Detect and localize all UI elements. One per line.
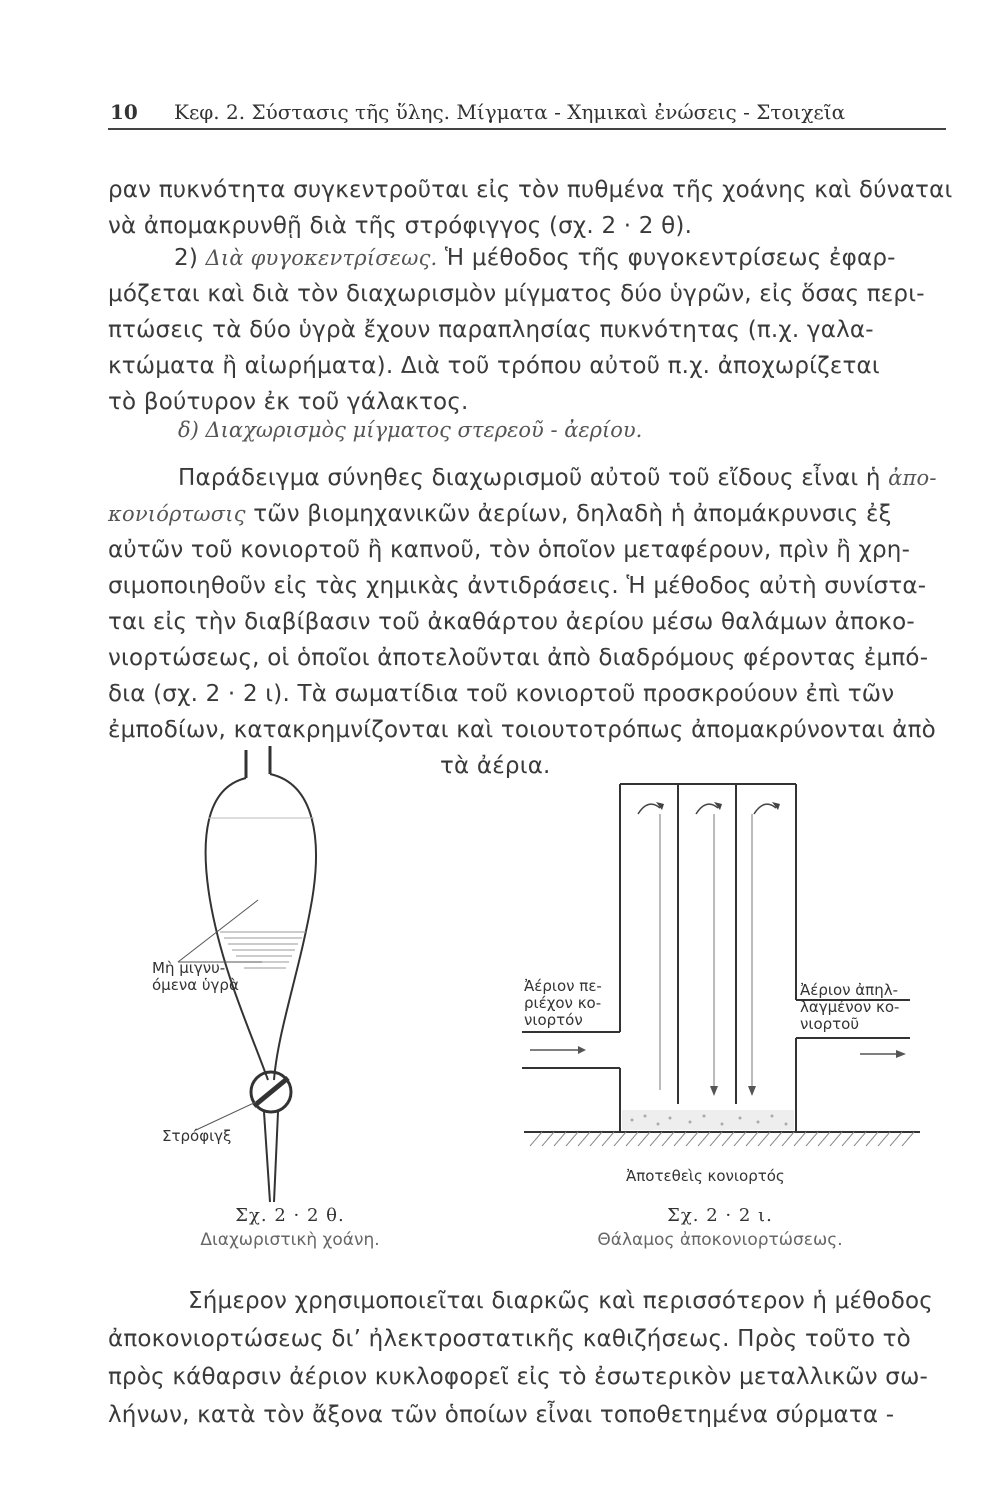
text-line: αὐτῶν τοῦ κονιορτοῦ ἢ καπνοῦ, τὸν ὁποῖον μεταφέρουν, πρὶν ἢ χρη- <box>108 537 911 563</box>
text-line: σιμοποιηθοῦν εἰς τὰς χημικὰς ἀντιδράσεις. Ἡ μέθοδος αὐτὴ συνίστα- <box>108 573 927 599</box>
deposited-dust <box>622 1110 794 1130</box>
figure-number: Σχ. 2 · 2 θ. <box>235 1205 345 1226</box>
text-line: λήνων, κατὰ τὸν ἄξονα τῶν ὁποίων εἶναι τοποθετημένα σύρματα - <box>108 1402 895 1428</box>
text-line <box>108 460 948 496</box>
label-line: Ἀέριον ἀπηλ- <box>800 981 899 999</box>
label-line: όμενα ὑγρὰ <box>152 976 239 994</box>
text-span: Ἡ μέθοδος τῆς φυγοκεντρίσεως ἐφαρ- <box>437 245 896 271</box>
flow-arrow-top-2 <box>696 804 718 814</box>
flow-arrowhead-down-2 <box>748 1086 756 1096</box>
text-line: πτώσεις τὰ δύο ὑγρὰ ἔχουν παραπλησίας πυκνότητας (π.χ. γαλα- <box>108 317 874 343</box>
text-line: νὰ ἀπομακρυνθῇ διὰ τῆς στρόφιγγος (σχ. 2 · 2 θ). <box>108 213 693 239</box>
figure-caption-chamber <box>580 1205 860 1250</box>
label-line: λαγμένον κο- <box>800 998 900 1016</box>
figure-title: Διαχωριστικὴ χοάνη. <box>200 1230 380 1250</box>
text-line: Σήμερον χρησιμοποιεῖται διαρκῶς καὶ περισσότερον ἡ μέθοδος <box>188 1288 933 1314</box>
italic-term: Διὰ φυγοκεντρίσεως. <box>205 246 438 270</box>
ground-hatching <box>530 1132 914 1146</box>
text-line: μόζεται καὶ διὰ τὸν διαχωρισμὸν μίγματος δύο ὑγρῶν, εἰς ὅσας περι- <box>108 281 925 307</box>
dust-chamber-figure <box>500 770 940 1170</box>
text-line: ραν πυκνότητα συγκεντροῦται εἰς τὸν πυθμένα τῆς χοάνης καὶ δύναται <box>108 177 953 203</box>
paragraph-3 <box>108 460 948 784</box>
paragraph-2 <box>108 240 948 420</box>
italic-term: κονιόρτωσις <box>108 502 246 526</box>
text-span: τῶν βιομηχανικῶν ἀερίων, δηλαδὴ ἡ ἀπομάκρυνσις ἐξ <box>245 501 892 527</box>
text-line: ἐμποδίων, κατακρημνίζονται καὶ τοιουτοτρόπως ἀπομακρύνονται ἀπὸ <box>108 717 936 743</box>
liquids-pointer <box>178 900 258 962</box>
funnel-stem-left <box>264 1112 270 1202</box>
italic-term: ἀπο- <box>888 466 937 490</box>
text-line: ται εἰς τὴν διαβίβασιν τοῦ ἀκαθάρτου ἀερίου μέσω θαλάμων ἀποκο- <box>108 609 915 635</box>
section-heading-d: δ) Διαχωρισμὸς μίγματος στερεοῦ - ἀερίου. <box>178 418 643 442</box>
figure-number: Σχ. 2 · 2 ι. <box>667 1205 773 1226</box>
text-line: νιορτώσεως, οἱ ὁποῖοι ἀποτελοῦνται ἀπὸ διαδρόμους φέροντας ἐμπό- <box>108 645 929 671</box>
stopcock-handle <box>254 1078 288 1106</box>
paragraph-1 <box>108 172 953 244</box>
funnel-body <box>206 774 316 1080</box>
funnel-stem-right <box>274 1112 278 1202</box>
text-line: κτώματα ἢ αἰωρήματα). Διὰ τοῦ τρόπου αὐτοῦ π.χ. ἀποχωρίζεται <box>108 353 880 379</box>
label-line: νιορτόν <box>524 1011 583 1029</box>
inlet-gas-label <box>524 978 602 1029</box>
running-header <box>110 96 945 130</box>
text-line <box>108 496 948 532</box>
figure-caption-funnel <box>160 1205 420 1250</box>
text-line: τὸ βούτυρον ἐκ τοῦ γάλακτος. <box>108 389 469 415</box>
outlet-arrowhead <box>896 1050 906 1058</box>
flow-arrow-top-1 <box>638 804 660 814</box>
stopcock-label: Στρόφιγξ <box>162 1127 232 1145</box>
immiscible-liquids-label <box>152 960 239 994</box>
text-line: τὰ ἀέρια. <box>440 753 551 779</box>
list-marker: 2) <box>174 245 199 271</box>
text-line <box>108 240 948 276</box>
deposited-dust-label: Ἀποτεθεὶς κονιορτός <box>626 1167 785 1185</box>
text-line: ἀποκονιορτώσεως δι’ ἠλεκτροστατικῆς καθιζήσεως. Πρὸς τοῦτο τὸ <box>108 1326 911 1352</box>
text-span: Παράδειγμα σύνηθες διαχωρισμοῦ αὐτοῦ τοῦ εἴδους εἶναι ἡ <box>178 465 881 491</box>
label-line: Ἀέριον πε- <box>524 977 602 995</box>
running-head-title: Κεφ. 2. Σύστασις τῆς ὕλης. Μίγματα - Χημικαὶ ἐνώσεις - Στοιχεῖα <box>174 100 846 124</box>
paragraph-4 <box>108 1282 948 1434</box>
text-line: δια (σχ. 2 · 2 ι). Τὰ σωματίδια τοῦ κονιορτοῦ προσκρούουν ἐπὶ τῶν <box>108 681 895 707</box>
inlet-arrowhead <box>578 1046 586 1054</box>
label-line: Μὴ μιγνυ- <box>152 959 226 977</box>
label-line: νιορτοῦ <box>800 1015 860 1033</box>
outlet-gas-label <box>800 982 899 1033</box>
page-number: 10 <box>110 100 138 124</box>
figure-title: Θάλαμος ἀποκονιορτώσεως. <box>597 1230 843 1250</box>
label-line: ριέχον κο- <box>524 994 602 1012</box>
flow-arrowhead-down-1 <box>710 1086 718 1096</box>
header-rule <box>108 128 946 130</box>
stopcock-pointer <box>196 1102 256 1130</box>
flow-arrow-top-3 <box>754 804 776 814</box>
text-line: πρὸς κάθαρσιν ἀέριον κυκλοφορεῖ εἰς τὸ ἐσωτερικὸν μεταλλικῶν σω- <box>108 1364 929 1390</box>
